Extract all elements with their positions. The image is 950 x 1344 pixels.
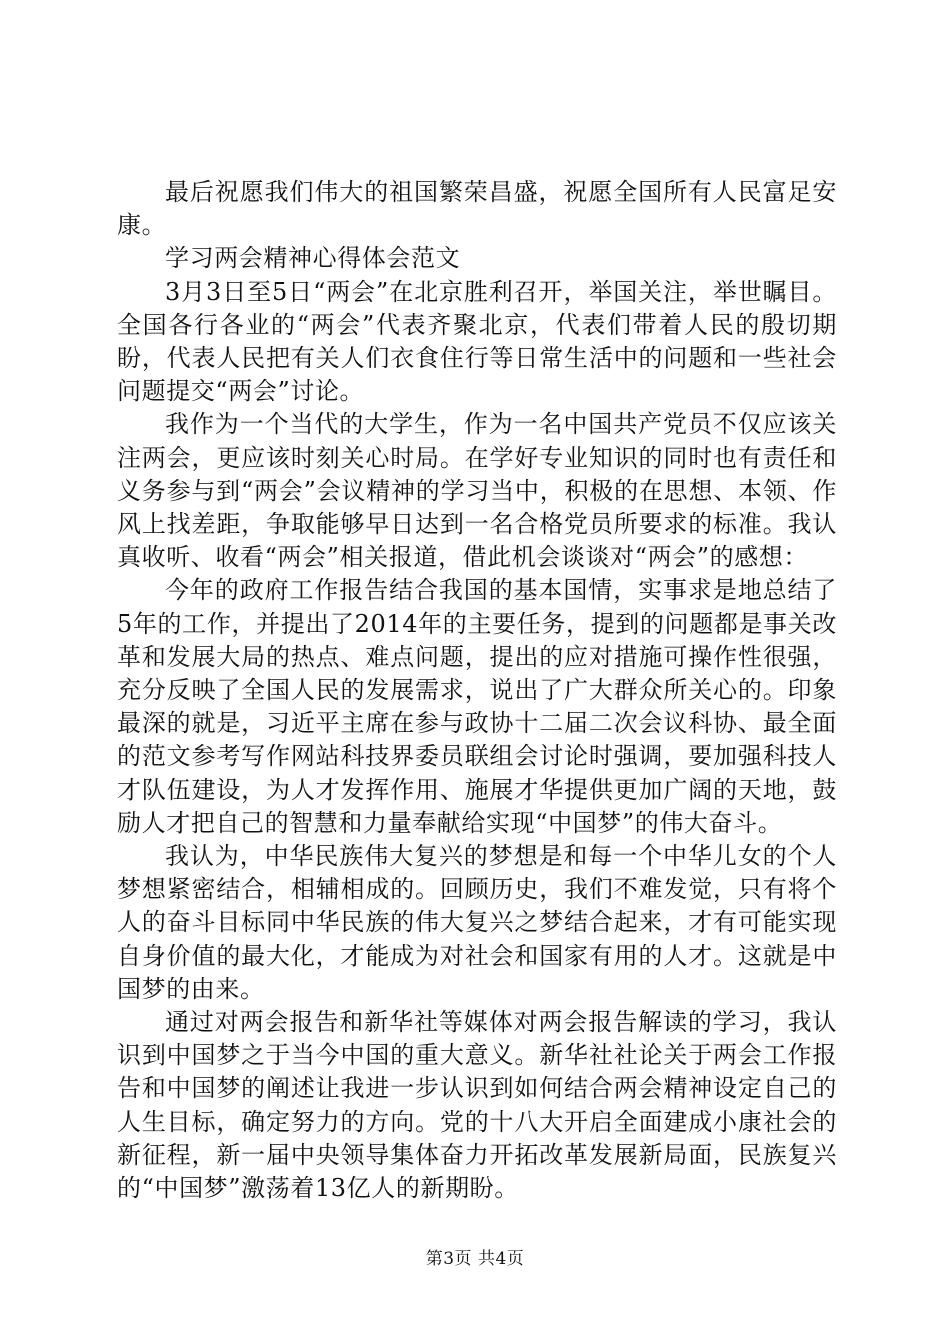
work-report-paragraph: 今年的政府工作报告结合我国的基本国情，实事求是地总结了5年的工作，并提出了2014年的主要任务，提到的问题都是事关改革和发展大局的热点、难点问题，提出的应对措施可操作性很强，充分反映了全国人民的发展需求，说出了广大群众所关心的。印象最深的就是，习近平主席在参与政协十二届二次会议科协、最全面的范文参考写作网站科技界委员联组会讨论时强调，要加强科技人才队伍建设，为人才发挥作用、施展才华提供更加广阔的天地，鼓励人才把自己的智慧和力量奉献给实现“中国梦”的伟大奋斗。 [117, 576, 837, 837]
student-perspective-paragraph: 我作为一个当代的大学生，作为一名中国共产党员不仅应该关注两会，更应该时刻关心时局。在学好专业知识的同时也有责任和义务参与到“两会”会议精神的学习当中，积极的在思想、本领、作风上找差距，争取能够早日达到一名合格党员所要求的标准。我认真收听、收看“两会”相关报道，借此机会谈谈对“两会”的感想： [117, 410, 837, 572]
intro-paragraph: 3月3日至5日“两会”在北京胜利召开，举国关注，举世瞩目。全国各行各业的“两会”代表齐聚北京，代表们带着人民的殷切期盼，代表人民把有关人们衣食住行等日常生活中的问题和一些社会问题提交“两会”讨论。 [117, 277, 837, 406]
document-body [117, 176, 837, 1205]
study-reflection-paragraph: 通过对两会报告和新华社等媒体对两会报告解读的学习，我认识到中国梦之于当今中国的重大意义。新华社社论关于两会工作报告和中国梦的阐述让我进一步认识到如何结合两会精神设定自己的人生目标，确定努力的方向。党的十八大开启全面建成小康社会的新征程，新一届中央领导集体奋力开拓改革发展新局面，民族复兴的“中国梦”激荡着13亿人的新期盼。 [117, 1008, 837, 1203]
closing-wish-paragraph: 最后祝愿我们伟大的祖国繁荣昌盛，祝愿全国所有人民富足安康。 [117, 178, 837, 240]
section-title: 学习两会精神心得体会范文 [165, 244, 461, 273]
china-dream-paragraph: 我认为，中华民族伟大复兴的梦想是和每一个中华儿女的个人梦想紧密结合，相辅相成的。回顾历史，我们不难发觉，只有将个人的奋斗目标同中华民族的伟大复兴之梦结合起来，才有可能实现自身价值的最大化，才能成为对社会和国家有用的人才。这就是中国梦的由来。 [117, 842, 837, 1003]
page-number-footer: 第3页 共4页 [425, 1249, 525, 1269]
